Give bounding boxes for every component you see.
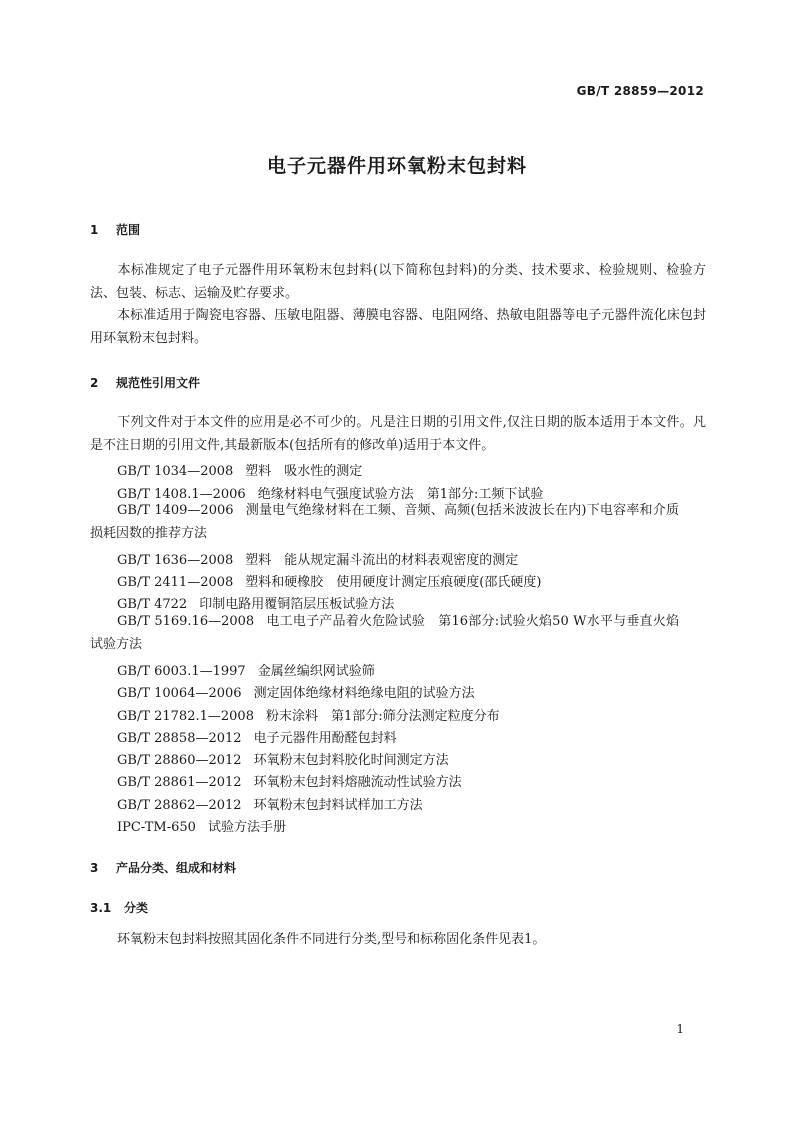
- reference-item: GB/T 28858—2012 电子元器件用酚醛包封料: [117, 731, 397, 746]
- reference-item: GB/T 1636—2008 塑料 能从规定漏斗流出的材料表观密度的测定: [117, 553, 519, 568]
- reference-item: GB/T 4722 印制电路用覆铜箔层压板试验方法: [117, 597, 395, 612]
- reference-item: GB/T 21782.1—2008 粉末涂料 第1部分:筛分法测定粒度分布: [117, 709, 500, 724]
- reference-item: GB/T 2411—2008 塑料和硬橡胶 使用硬度计测定压痕硬度(邵氏硬度): [117, 575, 542, 590]
- reference-item: GB/T 1409—2006 测量电气绝缘材料在工频、音频、高频(包括米波波长在内)下电容率和介质损耗因数的推荐方法: [90, 503, 679, 541]
- section-title: 范围: [116, 223, 141, 237]
- scope-paragraph-1: 本标准规定了电子元器件用环氧粉末包封料(以下简称包封料)的分类、技术要求、检验规则、检验方法、包装、标志、运输及贮存要求。: [90, 263, 706, 301]
- section-1-heading: [90, 221, 140, 238]
- reference-item: GB/T 1408.1—2006 绝缘材料电气强度试验方法 第1部分:工频下试验: [117, 487, 544, 502]
- reference-item: GB/T 6003.1—1997 金属丝编织网试验筛: [117, 664, 375, 679]
- standard-code: GB/T 28859—2012: [576, 84, 704, 98]
- section-title: 分类: [124, 901, 149, 915]
- reference-item: GB/T 10064—2006 测定固体绝缘材料绝缘电阻的试验方法: [117, 686, 475, 701]
- section-number: 2: [90, 376, 99, 390]
- reference-item: GB/T 28861—2012 环氧粉末包封料熔融流动性试验方法: [117, 775, 462, 790]
- section-3-1-heading: [90, 899, 148, 916]
- section-2-heading: [90, 374, 200, 391]
- section-title: 产品分类、组成和材料: [116, 861, 237, 875]
- page-number: 1: [676, 1022, 684, 1036]
- section-3-heading: [90, 859, 236, 876]
- reference-item: GB/T 28862—2012 环氧粉末包封料试样加工方法: [117, 798, 423, 813]
- section-number: 3: [90, 861, 99, 875]
- scope-paragraph-2: 本标准适用于陶瓷电容器、压敏电阻器、薄膜电容器、电阻网络、热敏电阻器等电子元器件流化床包封用环氧粉末包封料。: [90, 308, 706, 346]
- reference-item: GB/T 5169.16—2008 电工电子产品着火危险试验 第16部分:试验火焰50 W水平与垂直火焰试验方法: [90, 614, 679, 652]
- reference-item: GB/T 1034—2008 塑料 吸水性的测定: [117, 464, 363, 479]
- reference-item: IPC-TM-650 试验方法手册: [117, 820, 286, 835]
- section-title: 规范性引用文件: [116, 376, 201, 390]
- document-title: 电子元器件用环氧粉末包封料: [266, 155, 527, 177]
- reference-item: GB/T 28860—2012 环氧粉末包封料胶化时间测定方法: [117, 753, 449, 768]
- section-number: 1: [90, 223, 99, 237]
- classification-paragraph: 环氧粉末包封料按照其固化条件不同进行分类,型号和标称固化条件见表1。: [117, 932, 546, 947]
- references-intro: 下列文件对于本文件的应用是必不可少的。凡是注日期的引用文件,仅注日期的版本适用于本文件。凡是不注日期的引用文件,其最新版本(包括所有的修改单)适用于本文件。: [90, 415, 706, 453]
- section-number: 3.1: [90, 901, 112, 915]
